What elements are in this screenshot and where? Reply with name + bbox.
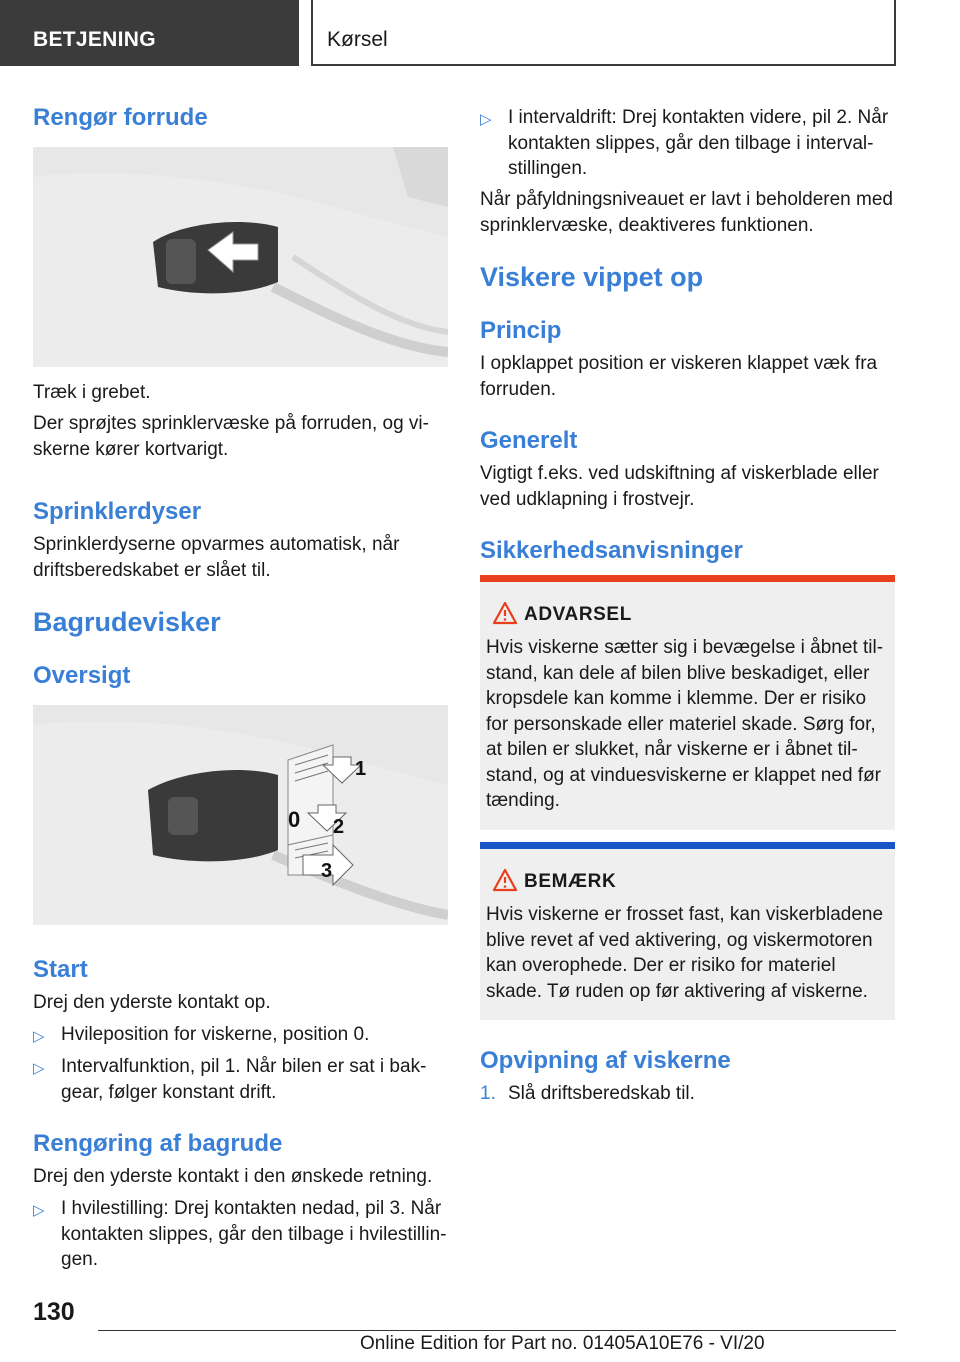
heading-sprinklerdyser: Sprinklerdyser [33, 498, 202, 525]
step-number: 1. [480, 1083, 496, 1104]
warning-title: ADVARSEL [524, 604, 632, 625]
warning-box [480, 575, 895, 830]
text-traek: Træk i grebet. [33, 382, 151, 403]
header-section-label: BETJENING [33, 28, 156, 51]
header-section-tab [0, 0, 299, 66]
notice-title: BEMÆRK [524, 871, 617, 892]
notice-text: Hvis viskerne er frosset fast, kan viskerbladene blive revet af ved aktivering, og viskermotoren kan overophede. Der er risiko for materiel skade. Tø ruden op før aktivering af viskerne. [486, 904, 884, 1002]
diagram-label-0: 0 [288, 807, 301, 832]
heading-sikkerhedsanvisninger: Sikkerhedsanvisninger [480, 537, 743, 564]
bullet-triangle-icon: ▷ [33, 1028, 45, 1045]
heading-bagrudevisker: Bagrudevisker [33, 607, 221, 637]
bullet-triangle-icon: ▷ [480, 111, 492, 128]
bullet-triangle-icon: ▷ [33, 1202, 45, 1219]
text-paafyldning: Når påfyldningsniveauet er lavt i beholderen med sprinklervæske, deaktiveres funktionen. [480, 189, 893, 236]
text-generelt: Vigtigt f.eks. ved udskiftning af viskerblade eller ved udklapning i frostvejr. [480, 463, 879, 510]
heading-rengoring-bagrude: Rengøring af bagrude [33, 1130, 283, 1157]
diagram-label-3: 3 [321, 860, 333, 882]
text-sprojtes: Der sprøjtes sprinklervæske på forruden, og vi-skerne kører kortvarigt. [33, 413, 429, 460]
text-sprinklerdyser: Sprinklerdyserne opvarmes automatisk, når driftsberedskabet er slået til. [33, 534, 400, 581]
bullet-intervaldrift: ▷ I intervaldrift: Drej kontakten videre, pil 2. Når kontakten slippes, går den tilbage i interval-stillingen. [480, 107, 889, 179]
heading-rengor-forrude: Rengør forrude [33, 104, 208, 131]
warning-triangle-icon [492, 601, 518, 625]
diagram-label-2: 2 [333, 816, 345, 838]
heading-start: Start [33, 956, 88, 983]
text-princip: I opklappet position er viskeren klappet væk fra forruden. [480, 353, 878, 400]
page-number: 130 [33, 1298, 75, 1326]
notice-triangle-icon [492, 868, 518, 892]
heading-generelt: Generelt [480, 427, 578, 454]
text-rengoring: Drej den yderste kontakt i den ønskede retning. [33, 1166, 433, 1187]
heading-opvipning: Opvipning af viskerne [480, 1047, 731, 1074]
heading-princip: Princip [480, 317, 562, 344]
bullet-hvilestilling: ▷ I hvilestilling: Drej kontakten nedad, pil 3. Når kontakten slippes, går den tilbage i hvilestillin-gen. [33, 1198, 447, 1270]
heading-oversigt: Oversigt [33, 662, 131, 689]
warning-bar [480, 575, 895, 582]
warning-text: Hvis viskerne sætter sig i bevægelse i åbnet til-stand, kan dele af bilen blive beskadiget, eller kropsdele kan komme i klemme. Der er risiko for personskade eller materiel skade. Sørg for, at bilen er slukket, når viskerne er i åbnet til-stand, og at vinduesviskerne er klappet ned før tænding. [486, 637, 884, 811]
bullet-hvileposition: ▷ Hvileposition for viskerne, position 0. [33, 1022, 448, 1048]
washer-lever-image [33, 147, 448, 367]
step-text: Slå driftsberedskab til. [508, 1083, 695, 1104]
rear-wiper-lever-image [33, 705, 448, 925]
notice-bar [480, 842, 895, 849]
text-start: Drej den yderste kontakt op. [33, 992, 271, 1013]
notice-box [480, 842, 895, 1020]
washer-lever-illustration [33, 147, 448, 367]
diagram-label-1: 1 [355, 758, 367, 780]
edition-text: Online Edition for Part no. 01405A10E76 - VI/20 [360, 1333, 765, 1354]
header-chapter-tab [311, 0, 896, 66]
bullet-intervalfunktion: ▷ Intervalfunktion, pil 1. Når bilen er sat i bak-gear, følger konstant drift. [33, 1056, 427, 1103]
heading-viskere-vippet-op: Viskere vippet op [480, 262, 704, 292]
rear-wiper-diagram [33, 705, 448, 925]
bullet-triangle-icon: ▷ [33, 1060, 45, 1077]
footer-divider [98, 1330, 896, 1331]
header-chapter-label: Kørsel [327, 28, 388, 51]
